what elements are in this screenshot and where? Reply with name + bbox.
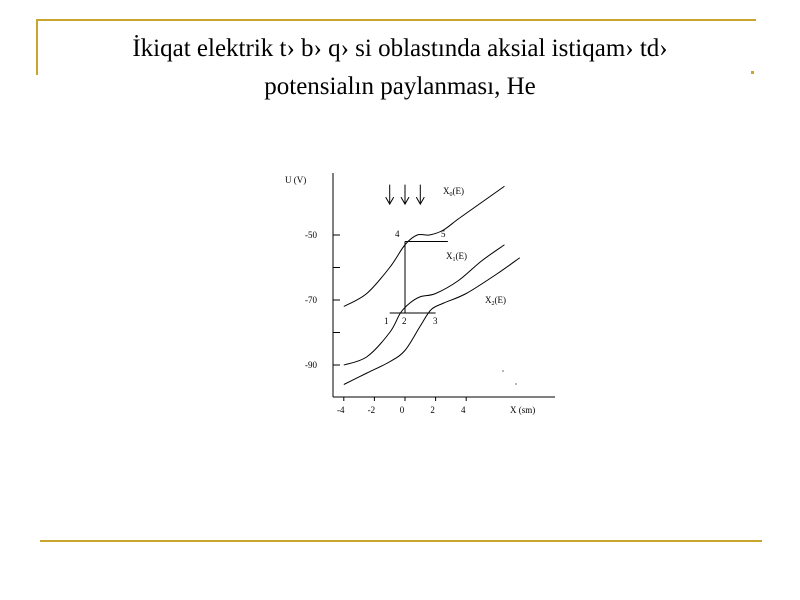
x-tick-label: 0 [399, 405, 405, 415]
series-line-2 [344, 258, 520, 385]
y-tick-label: -70 [305, 295, 317, 305]
x-axis-label: X (sm) [510, 405, 536, 415]
series-label-1: $X_1(E)$ [446, 251, 467, 263]
series-label-2: $X_2(E)$ [485, 295, 506, 307]
y-axis-label: U (V) [285, 175, 307, 185]
point-label-4: 4 [395, 229, 400, 239]
y-tick-label: -90 [305, 360, 317, 370]
point-label-5: 5 [441, 229, 446, 239]
x-tick-label: 4 [460, 405, 466, 415]
series-line-1 [344, 245, 505, 365]
title-line-1: İkiqat elektrik t› b› q› si oblastında aksial istiqam› td› [132, 35, 668, 62]
x-tick-label: -2 [367, 405, 376, 415]
scan-speck [515, 383, 516, 384]
x-tick-label: 2 [430, 405, 435, 415]
series-line-0 [344, 186, 505, 306]
point-label-1: 1 [384, 316, 389, 326]
point-label-2: 2 [402, 316, 407, 326]
x-tick-label: -4 [337, 405, 345, 415]
title-line-2: potensialın paylanması, He [264, 73, 536, 100]
scan-speck [502, 370, 503, 371]
series-label-0: $X_0(E)$ [443, 186, 464, 198]
point-label-3: 3 [433, 316, 438, 326]
y-tick-label: -50 [305, 230, 317, 240]
